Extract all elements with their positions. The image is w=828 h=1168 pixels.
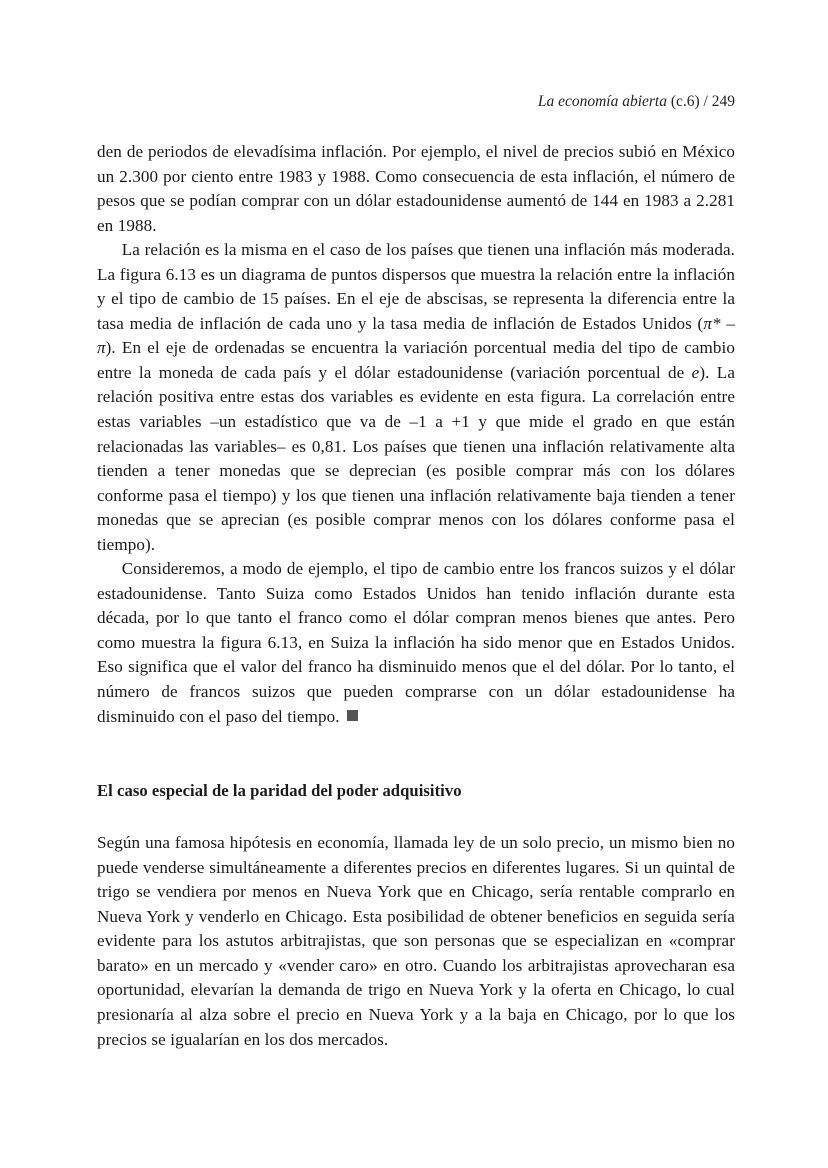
running-head-title: La economía abierta (537, 93, 667, 110)
paragraph-4-text: Según una famosa hipótesis en economía, llamada ley de un solo precio, un mismo bien no puede venderse simultáneamente a diferentes precios en diferentes lugares. Si un quintal de trigo se vendiera por menos en Nueva York que en Chicago, sería rentable comprarlo en Nueva York y venderlo en Chicago. Esta posibilidad de obtener beneficios en seguida sería evidente para los astutos arbitrajistas, que son personas que se especializan en «comprar barato» en un mercado y «vender caro» en otro. Cuando los arbitrajistas aprovecharan esa oportunidad, elevarían la demanda de trigo en Nueva York y la oferta en Chicago, lo cual presionaría al alza sobre el precio en Nueva York y a la baja en Chicago, por lo que los precios se igualarían en los dos mercados. (97, 833, 735, 1049)
paragraph-3-text: Consideremos, a modo de ejemplo, el tipo de cambio entre los francos suizos y el dólar estadounidense. Tanto Suiza como Estados Unidos han tenido inflación durante esta década, por lo que tanto el franco como el dólar compran menos bienes que antes. Pero como muestra la figura 6.13, en Suiza la inflación ha sido menor que en Estados Unidos. Eso significa que el valor del franco ha disminuido menos que el del dólar. Por lo tanto, el número de francos suizos que pueden comprarse con un dólar estadounidense ha disminuido con el paso del tiempo. (97, 559, 735, 726)
paragraph-2-text-part-3: ). La relación positiva entre estas dos variables es evidente en esta figura. La correlación entre estas variables –un estadístico que va de –1 a +1 y que mide el grado en que están relacionadas las variables– es 0,81. Los países que tienen una inflación relativamente alta tienden a tener monedas que se deprecian (es posible comprar más con los dólares conforme pasa el tiempo) y los que tienen una inflación relativamente baja tienden a tener monedas que se aprecian (es posible comprar menos con los dólares conforme pasa el tiempo). (97, 362, 735, 554)
exchange-rate-variable: e (691, 362, 700, 382)
heading-bottom-spacer (97, 802, 735, 831)
heading-top-spacer (97, 729, 735, 780)
paragraph-law-of-one-price (97, 831, 735, 1052)
end-of-section-square-icon (347, 710, 358, 721)
section-heading (97, 780, 735, 802)
running-head-reference: (c.6) / 249 (666, 93, 735, 110)
running-head (97, 92, 735, 112)
paragraph-1-text: den de periodos de elevadísima inflación. Por ejemplo, el nivel de precios subió en México un 2.300 por ciento entre 1983 y 1988. Como consecuencia de esta inflación, el número de pesos que se podían comprar con un dólar estadounidense aumentó de 144 en 1983 a 2.281 en 1988. (97, 142, 735, 235)
pi-star-symbol: π* (703, 313, 721, 333)
paragraph-2-text-part-1: La relación es la misma en el caso de los países que tienen una inflación más moderada. La figura 6.13 es un diagrama de puntos dispersos que muestra la relación entre la inflación y el tipo de cambio de 15 países. En el eje de abscisas, se representa la diferencia entre la tasa media de inflación de cada uno y la tasa media de inflación de Estados Unidos ( (97, 240, 735, 333)
section-heading-text: El caso especial de la paridad del poder adquisitivo (97, 781, 462, 801)
text-column (97, 140, 735, 1052)
paragraph-swiss-franc (97, 557, 735, 729)
paragraph-continuation (97, 140, 735, 238)
paragraph-2-text-part-2: ). En el eje de ordenadas se encuentra la variación porcentual media del tipo de cambio entre la moneda de cada país y el dólar estadounidense (variación porcentual de (97, 338, 735, 382)
minus-dash: – (720, 313, 735, 333)
pi-symbol: π (97, 338, 106, 358)
paragraph-scatter-diagram (97, 238, 735, 557)
